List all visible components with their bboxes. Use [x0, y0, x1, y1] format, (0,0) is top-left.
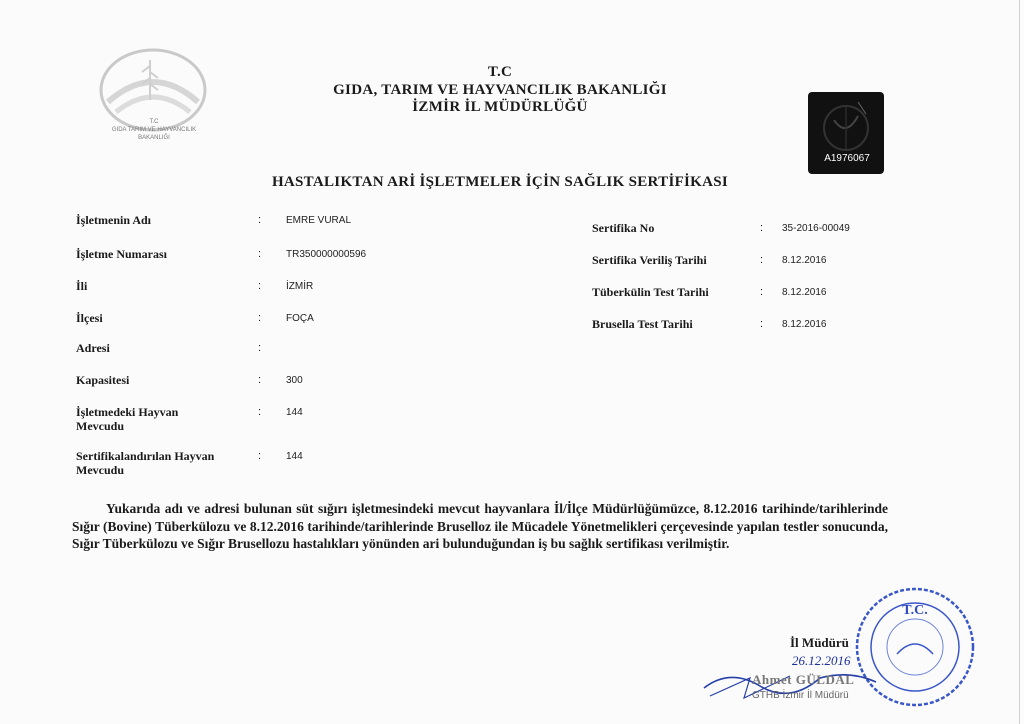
value-district: FOÇA — [286, 313, 314, 324]
colon: : — [760, 318, 764, 330]
colon: : — [258, 312, 262, 324]
label-tuberculin-test-date: Tüberkülin Test Tarihi — [592, 285, 709, 299]
label-province: İli — [76, 279, 88, 293]
value-business-number: TR350000000596 — [286, 249, 367, 260]
label-business-name: İşletmenin Adı — [76, 213, 152, 227]
colon: : — [760, 286, 764, 298]
director-role: İl Müdürü — [790, 635, 849, 650]
header-directorate: İZMİR İL MÜDÜRLÜĞÜ — [412, 99, 588, 115]
hologram-number: A1976067 — [824, 153, 870, 164]
label-address: Adresi — [76, 341, 110, 355]
logo-caption-line1: T.C — [149, 119, 159, 125]
value-animal-count: 144 — [286, 407, 303, 418]
colon: : — [258, 280, 262, 292]
colon: : — [258, 248, 262, 260]
value-business-name: EMRE VURAL — [286, 215, 352, 226]
logo-caption-line2: GIDA TARIM VE HAYVANCILIK — [111, 127, 197, 133]
value-brucella-test-date: 8.12.2016 — [782, 319, 827, 330]
colon: : — [258, 214, 262, 226]
scan-edge-line — [1019, 0, 1020, 724]
signature-date: 26.12.2016 — [792, 653, 851, 668]
value-certified-animal-count: 144 — [286, 451, 303, 462]
label-issue-date: Sertifika Veriliş Tarihi — [592, 253, 707, 267]
certificate-title: HASTALIKTAN ARİ İŞLETMELER İÇİN SAĞLIK SERTİFİKASI — [271, 174, 729, 190]
value-capacity: 300 — [286, 375, 303, 386]
colon: : — [760, 254, 764, 266]
value-certificate-no: 35-2016-00049 — [782, 223, 850, 234]
header-ministry: GIDA, TARIM VE HAYVANCILIK BAKANLIĞI — [333, 82, 667, 98]
signatory-name: Ahmet GÜLDAL — [752, 672, 855, 687]
header-tc: T.C — [487, 64, 513, 80]
label-certificate-no: Sertifika No — [592, 221, 655, 235]
colon: : — [258, 342, 262, 354]
colon: : — [760, 222, 764, 234]
certificate-statement: Yukarıda adı ve adresi bulunan süt sığırı işletmesindeki mevcut hayvanlara İl/İlçe Müdürlüğümüzce, 8.12.2016 tarihinde/tarihlerinde Sığır (Bovine) Tüberkülozu ve 8.12.2016 tarihinde/tarihlerinde Bruselloz ile Mücadele Yönetmelikleri çerçevesinde yapılan testler sonucunda, Sığır Tüberkülozu ve Sığır Brusellozu hastalıkları yönünden ari bulunduğundan iş bu sağlık sertifikası verilmiştir. — [72, 501, 888, 551]
value-province: İZMİR — [286, 281, 314, 292]
colon: : — [258, 406, 262, 418]
label-animal-count: İşletmedeki Hayvan Mevcudu — [76, 405, 179, 433]
label-capacity: Kapasitesi — [76, 373, 130, 387]
label-certified-animal-count: Sertifikalandırılan Hayvan Mevcudu — [76, 449, 215, 477]
label-brucella-test-date: Brusella Test Tarihi — [592, 317, 693, 331]
logo-caption-line3: BAKANLIĞI — [138, 135, 170, 141]
stamp-text: T.C. — [902, 603, 928, 618]
colon: : — [258, 450, 262, 462]
logo-caption — [84, 118, 224, 142]
label-district: İlçesi — [76, 311, 103, 325]
signatory-title: GTHB İzmir İl Müdürü — [752, 690, 849, 701]
label-business-number: İşletme Numarası — [76, 247, 167, 261]
value-tuberculin-test-date: 8.12.2016 — [782, 287, 827, 298]
value-issue-date: 8.12.2016 — [782, 255, 827, 266]
colon: : — [258, 374, 262, 386]
